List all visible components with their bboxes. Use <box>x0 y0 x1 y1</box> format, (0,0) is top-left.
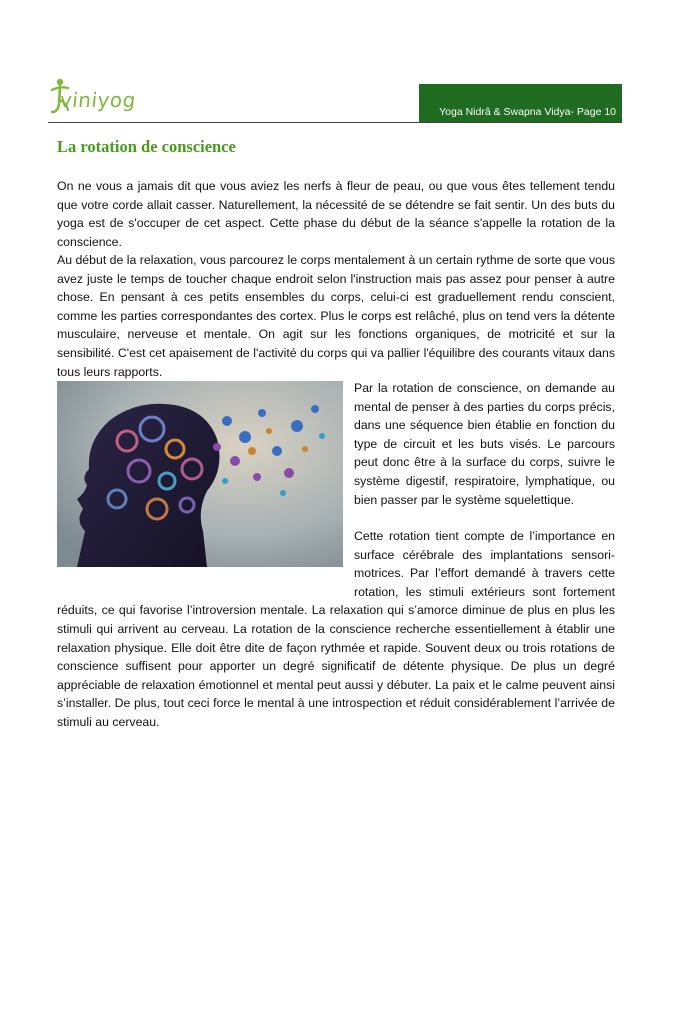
paragraph-1: On ne vous a jamais dit que vous aviez les nerfs à fleur de peau, ou que vous êtes tellement tendu que votre corde allait casser. Naturellement, la nécessité de se détendre se fait sentir. Un des buts du yoga est de s'occuper de cet aspect. Cette phase du début de la séance s'appelle la rotation de la conscience. <box>57 179 615 249</box>
paragraph-4-wrapper <box>57 527 615 732</box>
image-wrap-spacer <box>57 527 354 583</box>
paragraph-3: Par la rotation de conscience, on demande au mental de penser à des parties du corps précis, dans une séquence bien établie en fonction du type de circuit et les buts visés. Le parcours peut donc être à la surface du corps, suivre le système digestif, respiratoire, lymphatique, ou bien passer par le système squelettique. <box>354 381 615 507</box>
paragraph-4: Cette rotation tient compte de l’importance en surface cérébrale des implantations sensori-motrices. Par l’effort demandé à travers cette rotation, les stimuli extérieurs sont fortement réduits, ce qui favorise l’introversion mentale. La relaxation qui s’amorce diminue de plus en plus les stimuli qui arrivent au cerveau. La rotation de la conscience recherche essentiellement à établir une relaxation physique. Elle doit être dite de façon rythmée et rapide. Souvent deux ou trois rotations de conscience suffisent pour apporter un degré significatif de détente physique. De plus un degré appréciable de relaxation émotionnel et mental peut aussi y débuter. La paix et le calme peuvent ainsi s’installer. De plus, tout ceci force le mental à une introspection et réduit considérablement l’arrivée de stimuli au cerveau. <box>57 529 615 729</box>
paragraph-2: Au début de la relaxation, vous parcourez le corps mentalement à un certain rythme de sorte que vous avez juste le temps de toucher chaque endroit selon l'instruction mais pas assez pour penser à autre chose. En pensant à ces petits ensembles du corps, celui-ci est graduellement rendu conscient, comme les parties correspondantes des cortex. Plus le corps est relâché, plus on tend vers la détente musculaire, nerveuse et mentale. On agit sur les fonctions organiques, de motricité et sur la sensibilité. C'est cet apaisement de l'activité du corps qui va pallier l'équilibre des courants vitaux dans tous leurs rapports. <box>57 253 615 379</box>
page-label: Yoga Nidrâ & Swapna Vidya- Page 10 <box>439 106 616 118</box>
header-divider <box>48 122 622 123</box>
logo-text: viniyog <box>58 88 138 112</box>
page-header-box <box>419 84 622 122</box>
section-title: La rotation de conscience <box>57 137 236 156</box>
